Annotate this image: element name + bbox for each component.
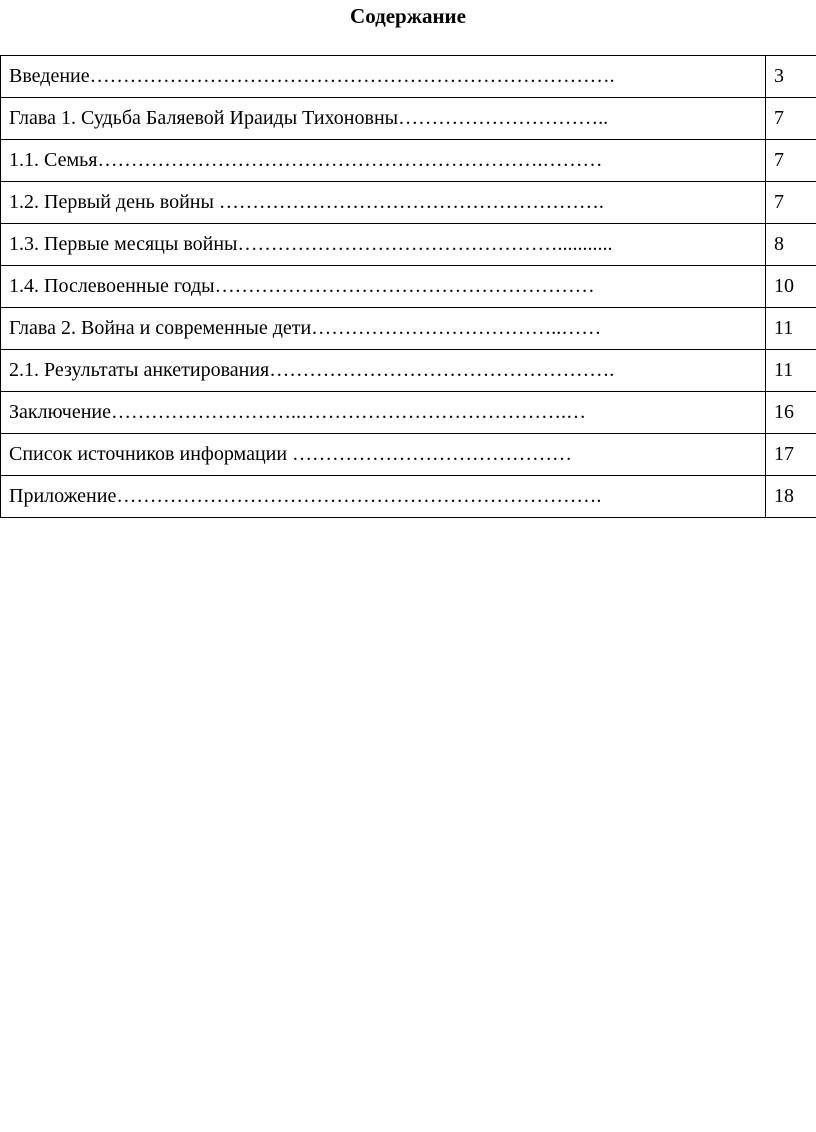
toc-row <box>1 56 816 98</box>
toc-row <box>1 350 816 392</box>
toc-entry: Заключение………………………..………………………………….… <box>1 392 766 434</box>
toc-page-number: 11 <box>766 350 816 392</box>
toc-row <box>1 266 816 308</box>
toc-page-number: 11 <box>766 308 816 350</box>
toc-row <box>1 182 816 224</box>
toc-page-number: 7 <box>766 98 816 140</box>
toc-entry: 1.3. Первые месяцы войны…………………………………………........... <box>1 224 766 266</box>
toc-row <box>1 392 816 434</box>
toc-page-number: 8 <box>766 224 816 266</box>
table-of-contents <box>0 55 816 518</box>
toc-row <box>1 140 816 182</box>
toc-entry: 1.2. Первый день войны …………………………………………………. <box>1 182 766 224</box>
toc-page-number: 7 <box>766 182 816 224</box>
toc-entry: Глава 1. Судьба Баляевой Ираиды Тихоновны………………………….. <box>1 98 766 140</box>
toc-entry: 2.1. Результаты анкетирования……………………………………………. <box>1 350 766 392</box>
toc-page-number: 17 <box>766 434 816 476</box>
toc-page-number: 3 <box>766 56 816 98</box>
toc-row <box>1 98 816 140</box>
toc-page-number: 7 <box>766 140 816 182</box>
toc-entry: Введение……………………………………………………………………. <box>1 56 766 98</box>
page-title: Содержание <box>350 4 466 28</box>
toc-page-number: 18 <box>766 476 816 518</box>
toc-row <box>1 434 816 476</box>
toc-entry: 1.1. Семья………………………………………………………….……… <box>1 140 766 182</box>
toc-entry: 1.4. Послевоенные годы………………………………………………… <box>1 266 766 308</box>
toc-page-number: 10 <box>766 266 816 308</box>
toc-row <box>1 476 816 518</box>
toc-entry: Глава 2. Война и современные дети………………………………..…… <box>1 308 766 350</box>
toc-page-number: 16 <box>766 392 816 434</box>
toc-entry: Список источников информации …………………………………… <box>1 434 766 476</box>
toc-entry: Приложение………………………………………………………………. <box>1 476 766 518</box>
toc-row <box>1 308 816 350</box>
toc-row <box>1 224 816 266</box>
